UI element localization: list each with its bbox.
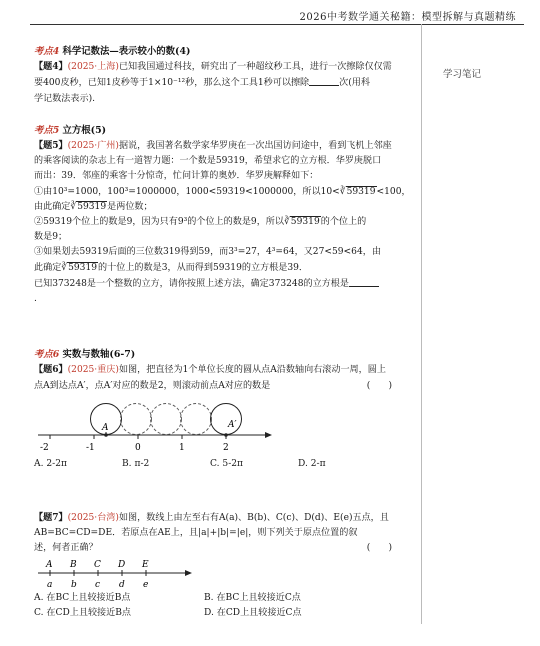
question-5 (34, 138, 416, 307)
q5-step3b-pre: 此确定 (34, 262, 62, 273)
q7-option-a[interactable]: A. 在BC上且较接近B点 (34, 592, 131, 603)
header-rule (30, 24, 524, 25)
q4-line3: 学记数法表示). (34, 93, 96, 104)
tick-label-0: 0 (135, 442, 141, 453)
axis-arrow-icon (265, 432, 272, 438)
q5-ask-end: . (34, 294, 37, 305)
notes-margin-rule (421, 24, 422, 624)
rolling-circle-figure (36, 395, 276, 457)
q6-answer-paren[interactable]: ( ) (366, 380, 392, 391)
q7-answer-paren[interactable]: ( ) (366, 543, 392, 554)
five-points-figure (38, 557, 198, 591)
q5-step2c: 数是9； (34, 232, 68, 243)
section4-tag: 考点4 (34, 46, 60, 57)
q5-step1a: ①由10³=1000，100³=1000000，1000<59319<1000000，所以10< (34, 186, 340, 197)
q4-line2: 要400皮秒，已知1皮秒等于1×10⁻¹²秒，那么这个工具1秒可以擦除 (34, 78, 310, 89)
q4-line2-end: 次(用科 (339, 78, 370, 89)
q7-option-b[interactable]: B. 在BC上且较接近C点 (204, 592, 301, 603)
q4-source: (2025·上海) (67, 62, 119, 73)
q7-option-d[interactable]: D. 在CD上且较接近C点 (204, 607, 302, 618)
cube-root-expression: ∛59319 (61, 262, 98, 273)
q7-source: (2025·台湾) (67, 513, 119, 524)
section6-title: 实数与数轴(6-7) (59, 349, 136, 361)
header-title: 2026中考数学通关秘籍：模型拆解与真题精练 (299, 12, 516, 23)
label-A2: A′ (228, 419, 237, 430)
q7-line3: 述，何者正确？ (34, 543, 98, 554)
q5-id: 【题5】 (34, 140, 68, 152)
question-7 (34, 510, 416, 621)
circle-dashed-2 (151, 403, 182, 434)
label-A: A (102, 422, 109, 433)
value-label-a: a (47, 579, 53, 590)
q7-id: 【题7】 (34, 512, 68, 524)
circle-dashed-3 (181, 403, 212, 434)
tick-label-2: 2 (223, 442, 229, 453)
value-label-d: d (119, 579, 125, 590)
section5-tag: 考点5 (34, 124, 60, 136)
section6-tag: 考点6 (34, 349, 60, 361)
q6-options (34, 457, 416, 472)
q6-option-b[interactable]: B. π-2 (122, 458, 150, 469)
radicand: 59319 (346, 186, 376, 197)
q7-line1: 如图，数线上由左至右有A(a)、B(b)、C(c)、D(d)、E(e)五点，且 (118, 513, 389, 524)
radicand: 59319 (68, 262, 98, 273)
section4-heading (34, 44, 416, 59)
q5-source: (2025·广州) (67, 141, 119, 152)
q6-id: 【题6】 (34, 364, 68, 376)
section5-heading (34, 123, 416, 138)
section6-heading (34, 347, 416, 362)
point-A-dot (104, 433, 108, 437)
radicand: 59319 (77, 201, 107, 212)
section4-title: 科学记数法—表示较小的数(4) (59, 46, 191, 57)
q6-option-a[interactable]: A. 2-2π (34, 458, 67, 469)
q4-id: 【题4】 (34, 61, 68, 73)
q5-step2b: 的个位上的 (320, 217, 367, 228)
q6-source: (2025·重庆) (67, 365, 119, 376)
point-label-C: C (94, 559, 101, 570)
q6-line2: 点A到达点A′，点A′对应的数是2，则滚动前点A对应的数是 (34, 380, 271, 391)
axis-arrow-icon (185, 570, 192, 576)
q5-ask: 已知373248是一个整数的立方，请你按照上述方法，确定373248的立方根是 (34, 278, 349, 289)
q7-line2: AB=BC=CD=DE．若原点在AE上，且|a|+|b|=|e|，则下列关于原点位置的叙 (34, 528, 358, 539)
q5-line1: 据说，我国著名数学家华罗庚在一次出国访问途中，看到飞机上邻座 (118, 141, 392, 152)
q5-line2: 的乘客阅读的杂志上有一道智力题：一个数是59319，希望求它的立方根．华罗庚脱口 (34, 156, 382, 167)
circle-dashed-1 (121, 403, 152, 434)
q7-options (34, 591, 416, 621)
value-label-c: c (95, 579, 101, 590)
section5-title: 立方根(5) (59, 124, 107, 136)
notes-label: 学习笔记 (443, 69, 482, 80)
q5-step3a: ③如果划去59319后面的三位数319得到59，而3³=27，4³=64，又27<59<64，由 (34, 247, 381, 258)
circle-end (211, 403, 242, 434)
value-label-e: e (143, 579, 149, 590)
q6-line1: 如图，把直径为1个单位长度的圆从点A沿数轴向右滚动一周，圆上 (118, 365, 386, 376)
q5-step1b: <100， (376, 186, 411, 197)
value-label-b: b (71, 579, 77, 590)
q5-line3: 而出：39．邻座的乘客十分惊奇，忙问计算的奥妙．华罗庚解释如下： (34, 171, 319, 182)
q5-step1c-pre: 由此确定 (34, 201, 71, 212)
question-4 (34, 59, 416, 107)
cube-root-expression: ∛59319 (70, 201, 107, 212)
tick-label-neg1: -1 (86, 442, 95, 453)
q5-answer-blank[interactable] (349, 276, 379, 287)
q6-option-d[interactable]: D. 2-π (298, 458, 326, 469)
q5-step3b-post: 的十位上的数是3，从而得到59319的立方根是39． (98, 262, 309, 273)
q5-step1c-post: 是两位数； (107, 201, 153, 212)
point-label-B: B (70, 559, 77, 570)
radicand: 59319 (290, 217, 320, 228)
tick-label-neg2: -2 (40, 442, 49, 453)
point-label-E: E (142, 559, 149, 570)
q4-line1: 已知我国通过科技，研究出了一种超纹秒工具，进行一次擦除仅仅需 (118, 62, 392, 73)
point-label-D: D (118, 559, 126, 570)
q5-step2a: ②59319个位上的数是9，因为只有9³的个位上的数是9，所以 (34, 217, 284, 228)
question-6 (34, 362, 416, 472)
main-column (34, 40, 416, 621)
cube-root-expression: ∛59319 (339, 186, 376, 197)
point-label-A: A (46, 559, 53, 570)
tick-label-1: 1 (179, 442, 185, 453)
q4-answer-blank[interactable] (309, 75, 339, 86)
cube-root-expression: ∛59319 (284, 217, 320, 228)
q6-option-c[interactable]: C. 5-2π (210, 458, 244, 469)
q7-option-c[interactable]: C. 在CD上且较接近B点 (34, 607, 132, 618)
